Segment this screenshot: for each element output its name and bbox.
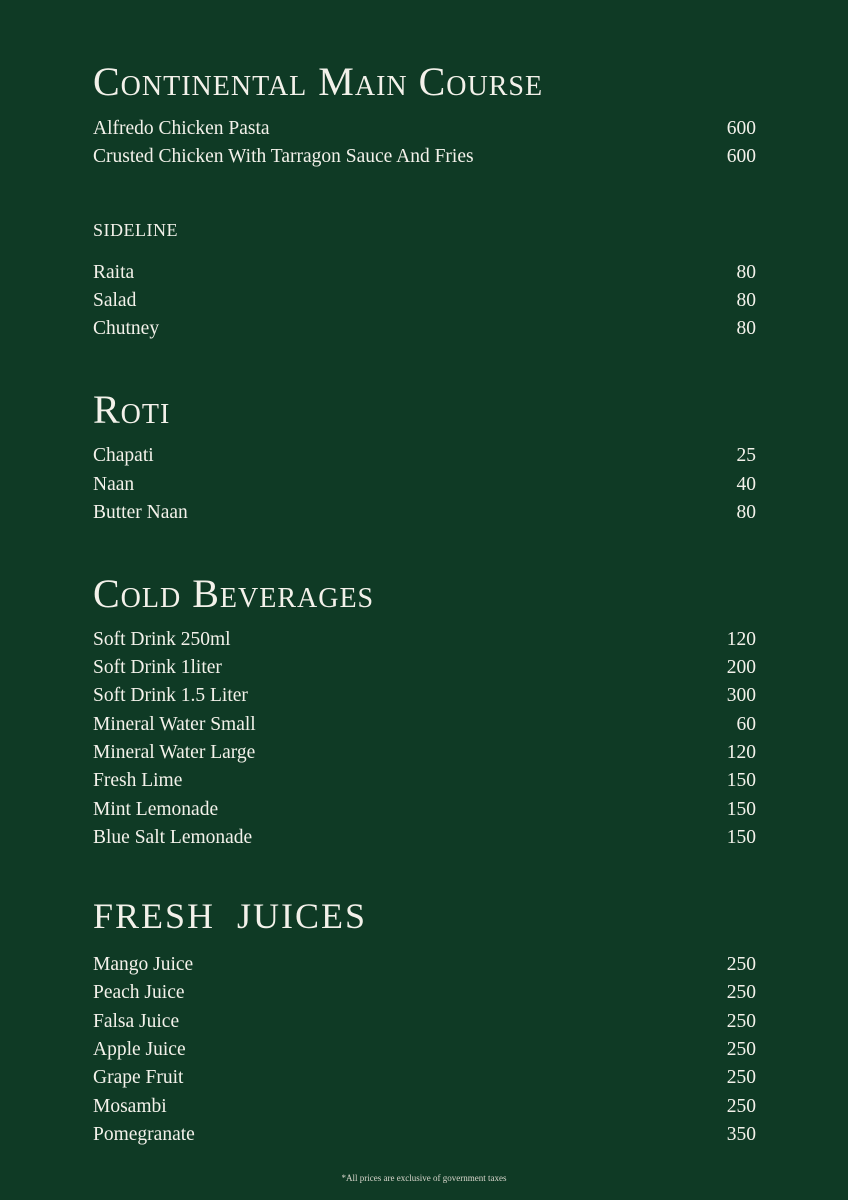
menu-item (93, 796, 756, 824)
item-price: 250 (726, 1096, 756, 1117)
item-price: 250 (726, 982, 756, 1003)
item-price: 150 (726, 770, 756, 791)
menu-item (93, 626, 756, 654)
item-price: 80 (736, 290, 756, 311)
item-name: Raita (93, 262, 135, 283)
item-name: Butter Naan (93, 502, 188, 523)
item-name: Blue Salt Lemonade (93, 827, 253, 848)
item-name: Apple Juice (93, 1039, 186, 1060)
section-title-cold-beverages: Cold Beverages (93, 571, 375, 616)
tax-footnote: *All prices are exclusive of government taxes (341, 1173, 507, 1183)
item-price: 600 (726, 118, 756, 139)
item-price: 120 (726, 629, 756, 650)
menu-item (93, 1064, 756, 1092)
menu-item (93, 824, 756, 852)
menu-item (93, 1121, 756, 1149)
item-name: Falsa Juice (93, 1011, 180, 1032)
menu-item (93, 1093, 756, 1121)
menu-item (93, 711, 756, 739)
menu-item (93, 259, 756, 287)
section-title-sideline: SIDELINE (93, 220, 178, 240)
menu-item (93, 1036, 756, 1064)
item-name: Mint Lemonade (93, 799, 219, 820)
item-price: 80 (736, 262, 756, 283)
menu-item (93, 315, 756, 343)
menu-item (93, 1008, 756, 1036)
item-name: Mineral Water Small (93, 714, 256, 735)
item-price: 350 (726, 1124, 756, 1145)
menu-item (93, 471, 756, 499)
item-name: Soft Drink 1.5 Liter (93, 685, 248, 706)
item-name: Peach Juice (93, 982, 185, 1003)
item-name: Soft Drink 1liter (93, 657, 222, 678)
menu-item (93, 287, 756, 315)
item-price: 60 (736, 714, 756, 735)
menu-item (93, 767, 756, 795)
menu-item (93, 115, 756, 143)
item-name: Fresh Lime (93, 770, 183, 791)
item-price: 200 (726, 657, 756, 678)
item-price: 25 (736, 445, 756, 466)
menu-item (93, 654, 756, 682)
item-price: 80 (736, 502, 756, 523)
menu-item (93, 499, 756, 527)
item-price: 120 (726, 742, 756, 763)
menu-item (93, 979, 756, 1007)
item-name: Mineral Water Large (93, 742, 256, 763)
item-name: Mango Juice (93, 954, 194, 975)
item-price: 300 (726, 685, 756, 706)
item-price: 250 (726, 954, 756, 975)
section-title-continental: Continental Main Course (93, 59, 544, 104)
item-price: 250 (726, 1011, 756, 1032)
item-name: Mosambi (93, 1096, 167, 1117)
item-price: 150 (726, 827, 756, 848)
menu-item (93, 951, 756, 979)
item-price: 250 (726, 1039, 756, 1060)
item-name: Crusted Chicken With Tarragon Sauce And Fries (93, 146, 474, 167)
item-price: 150 (726, 799, 756, 820)
menu-item (93, 143, 756, 171)
section-title-fresh-juices: FRESH JUICES (93, 896, 368, 936)
item-price: 250 (726, 1067, 756, 1088)
menu-item (93, 682, 756, 710)
item-name: Alfredo Chicken Pasta (93, 118, 270, 139)
item-name: Soft Drink 250ml (93, 629, 231, 650)
item-price: 40 (736, 474, 756, 495)
item-name: Grape Fruit (93, 1067, 184, 1088)
section-title-roti: Roti (93, 387, 171, 432)
item-name: Salad (93, 290, 137, 311)
item-price: 80 (736, 318, 756, 339)
menu-item (93, 442, 756, 470)
item-name: Naan (93, 474, 135, 495)
item-name: Chapati (93, 445, 154, 466)
menu-item (93, 739, 756, 767)
item-name: Chutney (93, 318, 160, 339)
item-name: Pomegranate (93, 1124, 195, 1145)
item-price: 600 (726, 146, 756, 167)
